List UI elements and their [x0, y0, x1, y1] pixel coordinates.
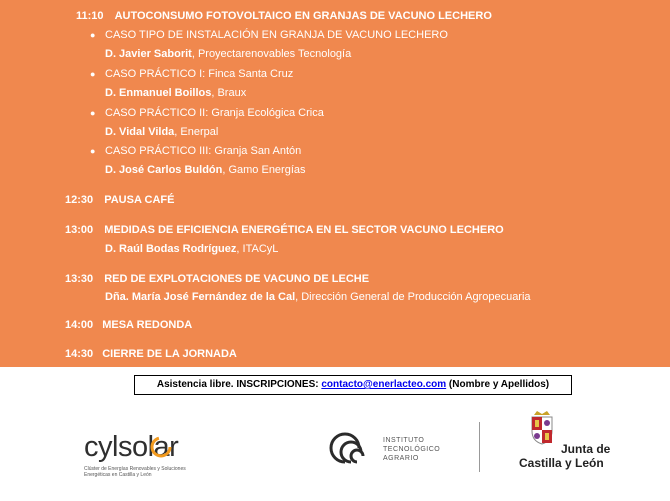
itacyl-mark-icon	[323, 430, 379, 468]
speaker-buldon: D. José Carlos Buldón, Gamo Energías	[105, 164, 306, 176]
cylsolar-wordmark: cylsolar	[84, 431, 179, 463]
bullet: ●	[90, 146, 96, 156]
bullet: ●	[90, 69, 96, 79]
slot-1230: 12:30 PAUSA CAFÉ	[65, 194, 175, 206]
slot-1110: 11:10 AUTOCONSUMO FOTOVOLTAICO EN GRANJAS DE VACUNO LECHERO	[76, 10, 492, 22]
sun-icon	[148, 434, 174, 460]
speaker-bodas: D. Raúl Bodas Rodríguez, ITACyL	[105, 243, 279, 255]
speaker-fernandez: Dña. María José Fernández de la Cal, Dirección General de Producción Agropecuaria	[105, 291, 531, 303]
item-caso-tipo: CASO TIPO DE INSTALACIÓN EN GRANJA DE VACUNO LECHERO	[105, 29, 448, 41]
slot-1330: 13:30 RED DE EXPLOTACIONES DE VACUNO DE LECHE	[65, 273, 370, 285]
slot-1400: 14:00 MESA REDONDA	[65, 319, 193, 331]
slot-1300: 13:00 MEDIDAS DE EFICIENCIA ENERGÉTICA EN EL SECTOR VACUNO LECHERO	[65, 224, 504, 236]
bullet: ●	[90, 108, 96, 118]
cylsolar-logo	[84, 430, 214, 486]
email-link[interactable]: contacto@enerlacteo.com	[321, 379, 447, 390]
item-caso-3: CASO PRÁCTICO III: Granja San Antón	[105, 145, 302, 157]
coat-of-arms-icon	[529, 409, 555, 445]
itacyl-text: INSTITUTO TECNOLÓGICO AGRARIO	[383, 437, 441, 462]
itacyl-logo	[323, 428, 463, 478]
speaker-saborit: D. Javier Saborit, Proyectarenovables Tecnología	[105, 48, 352, 60]
junta-text: Junta de Castilla y León	[519, 442, 611, 470]
junta-logo	[519, 409, 629, 479]
item-caso-2: CASO PRÁCTICO II: Granja Ecológica Crica	[105, 107, 324, 119]
slot-1430: 14:30 CIERRE DE LA JORNADA	[65, 348, 237, 360]
logo-divider	[479, 422, 480, 472]
item-caso-1: CASO PRÁCTICO I: Finca Santa Cruz	[105, 68, 294, 80]
speaker-boillos: D. Enmanuel Boillos, Braux	[105, 87, 247, 99]
cylsolar-subtitle: Clúster de Energías Renovables y Soluciones Energéticas en Castilla y León	[84, 466, 186, 478]
bullet: ●	[90, 30, 96, 40]
speaker-vilda: D. Vidal Vilda, Enerpal	[105, 126, 219, 138]
signup-box: Asistencia libre. INSCRIPCIONES: contacto@enerlacteo.com (Nombre y Apellidos)	[134, 375, 572, 395]
